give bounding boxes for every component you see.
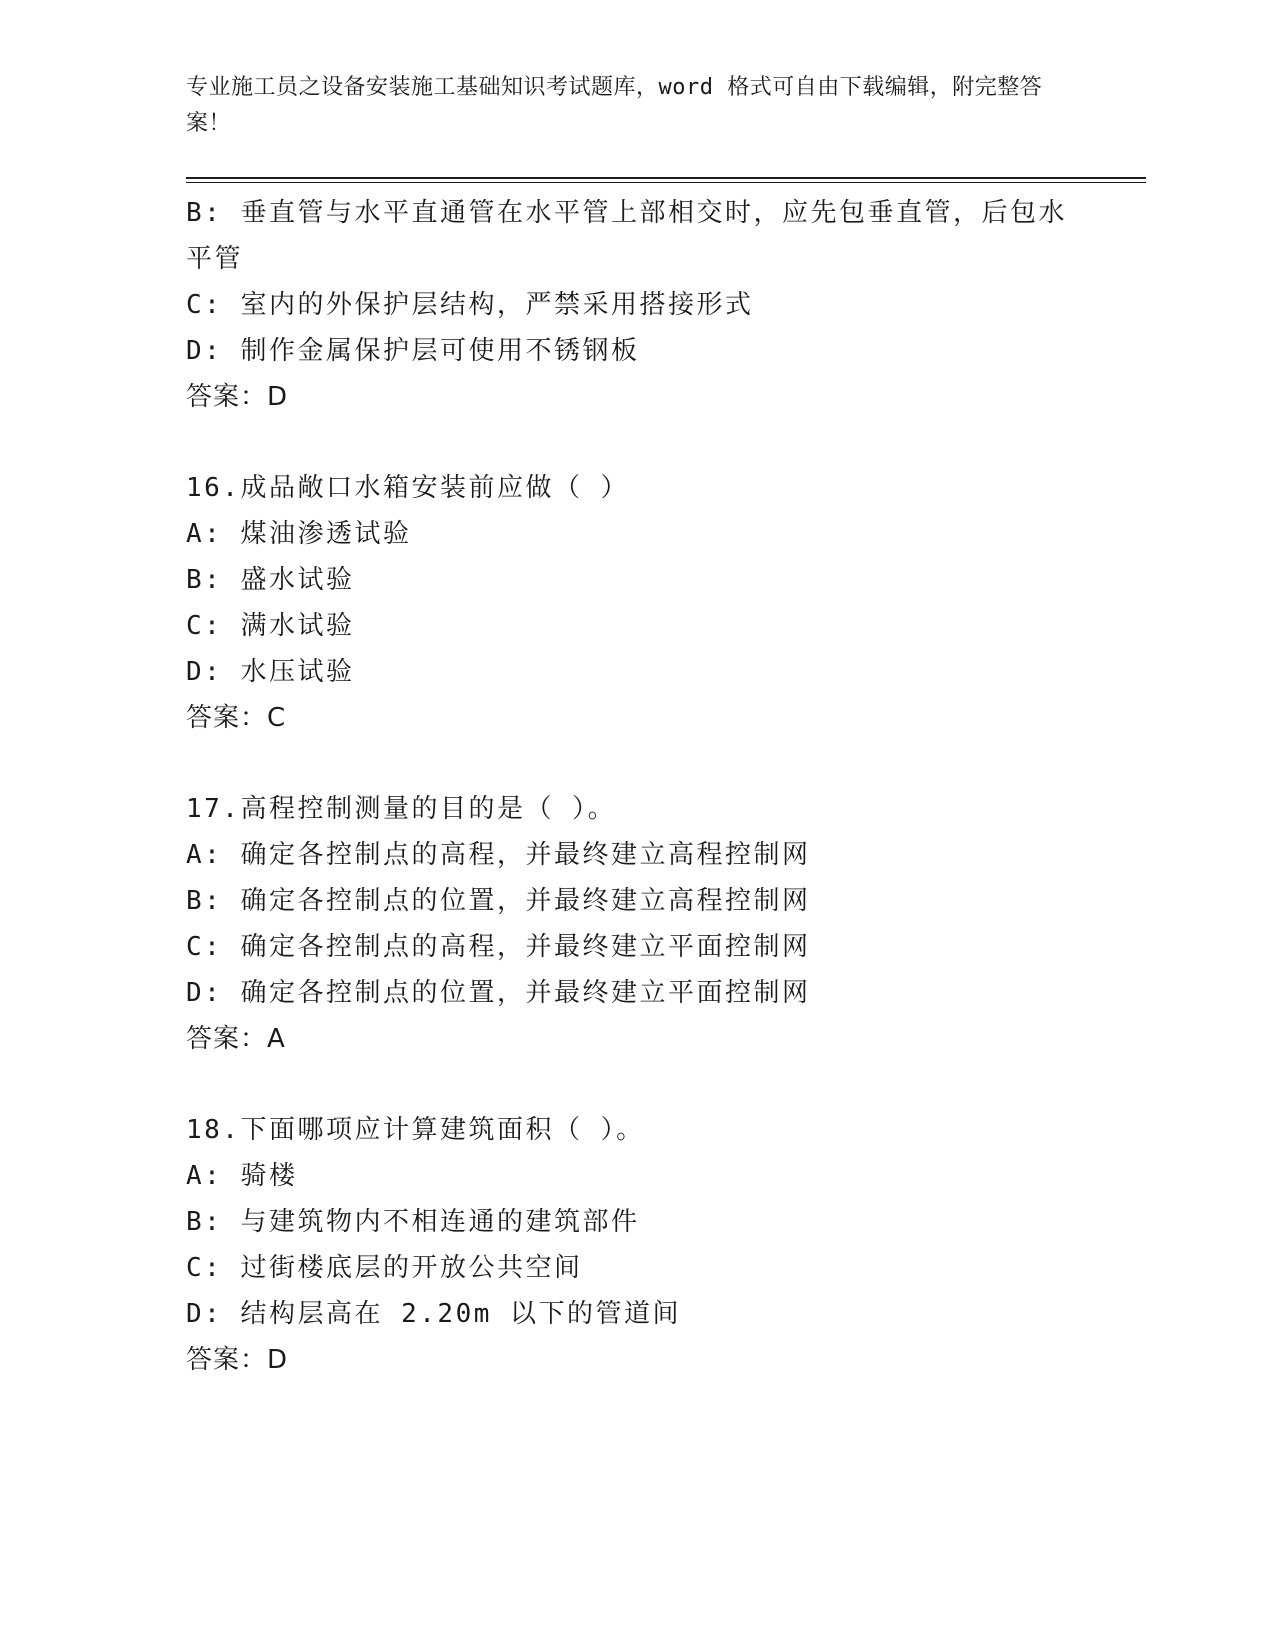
option-b: B: 与建筑物内不相连通的建筑部件	[186, 1207, 640, 1237]
option-a: A: 煤油渗透试验	[186, 519, 412, 549]
option-a: A: 骑楼	[186, 1161, 298, 1191]
answer-label: 答案：A	[186, 1024, 286, 1054]
option-d: D: 结构层高在 2.20m 以下的管道间	[186, 1299, 682, 1329]
option-c: C: 确定各控制点的高程，并最终建立平面控制网	[186, 932, 811, 962]
option-b: B: 垂直管与水平直通管在水平管上部相交时，应先包垂直管，后包水	[186, 198, 1067, 228]
option-d: D: 制作金属保护层可使用不锈钢板	[186, 336, 640, 366]
spacer	[186, 420, 1086, 465]
question-block-17	[186, 786, 1086, 1062]
option-a: A: 确定各控制点的高程，并最终建立高程控制网	[186, 840, 811, 870]
option-c: C: 过街楼底层的开放公共空间	[186, 1253, 583, 1283]
document-header: 专业施工员之设备安装施工基础知识考试题库，word 格式可自由下载编辑，附完整答案！	[186, 75, 1043, 136]
option-b: B: 确定各控制点的位置，并最终建立高程控制网	[186, 886, 811, 916]
question-text: 17.高程控制测量的目的是（ ）。	[186, 794, 617, 824]
option-c: C: 满水试验	[186, 611, 355, 641]
option-b: B: 盛水试验	[186, 565, 355, 595]
spacer	[186, 1062, 1086, 1107]
answer-label: 答案：D	[186, 382, 289, 412]
answer-label: 答案：D	[186, 1345, 289, 1375]
question-block-15	[186, 190, 1086, 420]
question-text: 18.下面哪项应计算建筑面积（ ）。	[186, 1115, 645, 1145]
option-b-continuation: 平管	[186, 244, 244, 274]
header-divider-thin	[186, 182, 1146, 183]
question-block-16	[186, 465, 1086, 741]
header-divider-thick	[186, 177, 1146, 179]
question-text: 16.成品敞口水箱安装前应做（ ）	[186, 473, 630, 503]
option-d: D: 水压试验	[186, 657, 355, 687]
answer-label: 答案：C	[186, 703, 287, 733]
question-block-18	[186, 1107, 1086, 1383]
option-d: D: 确定各控制点的位置，并最终建立平面控制网	[186, 978, 811, 1008]
spacer	[186, 741, 1086, 786]
question-content	[186, 190, 1086, 1383]
option-c: C: 室内的外保护层结构，严禁采用搭接形式	[186, 290, 754, 320]
